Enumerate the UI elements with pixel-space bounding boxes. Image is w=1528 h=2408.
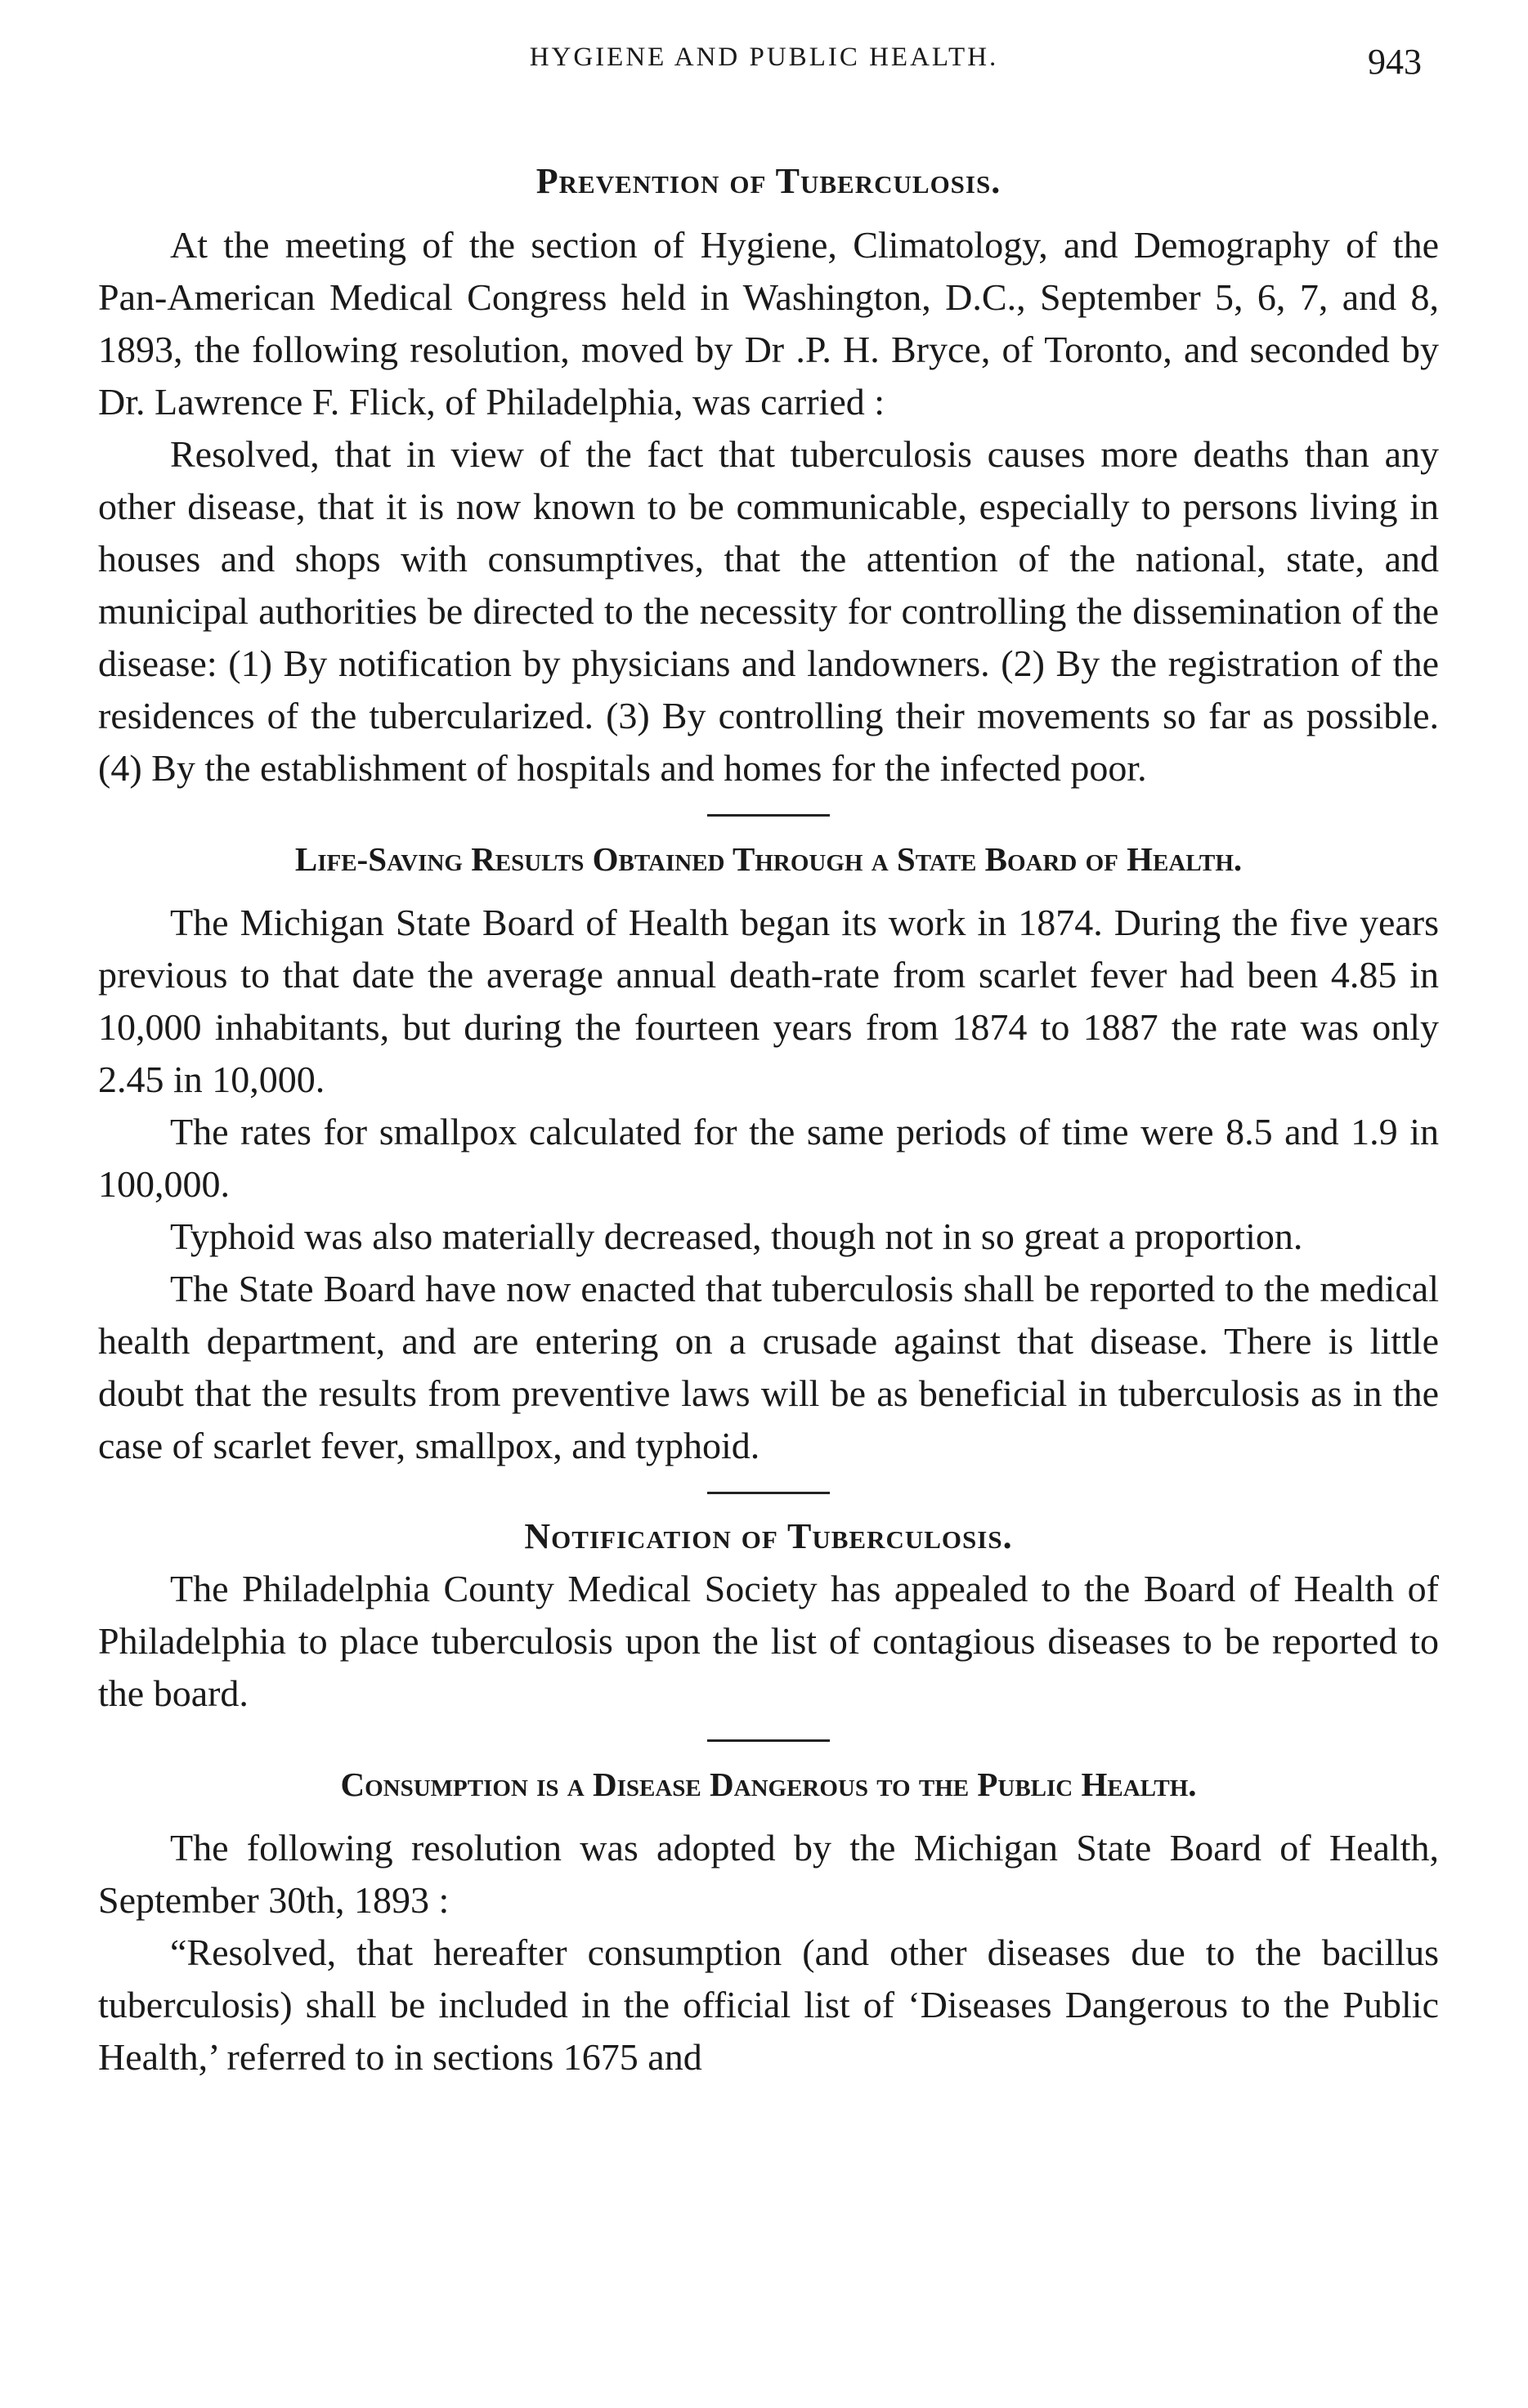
paragraph: The State Board have now enacted that tuberculosis shall be reported to the medical health department, and are entering on a crusade against that disease. There is little doubt that the results from preventive laws will be as beneficial in tuberculosis as in the case of scarlet fever, smallpox, and typhoid. [98, 1268, 1439, 1466]
paragraph: The following resolution was adopted by the Michigan State Board of Health, September 30th, 1893 : [98, 1827, 1439, 1921]
paragraph: The Michigan State Board of Health began its work in 1874. During the five years previous to that date the average annual death-rate from scarlet fever had been 4.85 in 10,000 inhabitants, but during the fourteen years from 1874 to 1887 the rate was only 2.45 in 10,000. [98, 902, 1439, 1100]
paragraph: Resolved, that in view of the fact that tuberculosis causes more deaths than any other disease, that it is now known to be communicable, especially to persons living in houses and shops with consumptives, that the attention of the national, state, and municipal authorities be directed to the necessity for controlling the dissemination of the disease: (1) By notification by physicians and landowners. (2) By the registration of the residences of the tubercularized. (3) By controlling their movements so far as possible. (4) By the establishment of hospitals and homes for the infected poor. [98, 433, 1439, 789]
paragraph: The rates for smallpox calculated for the same periods of time were 8.5 and 1.9 in 100,000. [98, 1111, 1439, 1205]
section-heading: Notification of Tuberculosis. [524, 1516, 1013, 1556]
paragraph: Typhoid was also materially decreased, though not in so great a proportion. [170, 1215, 1303, 1257]
running-head [0, 43, 1528, 92]
section-heading: Prevention of Tuberculosis. [535, 161, 1001, 201]
page-number: 943 [1368, 42, 1422, 82]
section-life-saving-results [98, 833, 1439, 1472]
paragraph: At the meeting of the section of Hygiene, Climatology, and Demography of the Pan-American Medical Congress held in Washington, D.C., September 5, 6, 7, and 8, 1893, the following resolution, moved by Dr .P. H. Bryce, of Toronto, and seconded by Dr. Lawrence F. Flick, of Philadelphia, was carried : [98, 224, 1439, 423]
section-consumption-dangerous [98, 1758, 1439, 2084]
section-divider [707, 814, 830, 817]
section-prevention-of-tuberculosis [98, 155, 1439, 794]
section-divider [707, 1739, 830, 1742]
paragraph: The Philadelphia County Medical Society has appealed to the Board of Health of Philadelphia to place tuberculosis upon the list of contagious diseases to be reported to the board. [98, 1568, 1439, 1714]
section-heading: Life-Saving Results Obtained Through a State Board of Health. [294, 840, 1243, 878]
page-body [98, 155, 1439, 2084]
section-notification-of-tuberculosis [98, 1511, 1439, 1720]
section-heading: Consumption is a Disease Dangerous to the Public Health. [340, 1766, 1197, 1803]
running-title: HYGIENE AND PUBLIC HEALTH. [529, 43, 999, 72]
paragraph: “Resolved, that hereafter consumption (and other diseases due to the bacillus tuberculosis) shall be included in the official list of ‘Diseases Dangerous to the Public Health,’ referred to in sections 1675 and [98, 1931, 1439, 2078]
section-divider [707, 1492, 830, 1494]
